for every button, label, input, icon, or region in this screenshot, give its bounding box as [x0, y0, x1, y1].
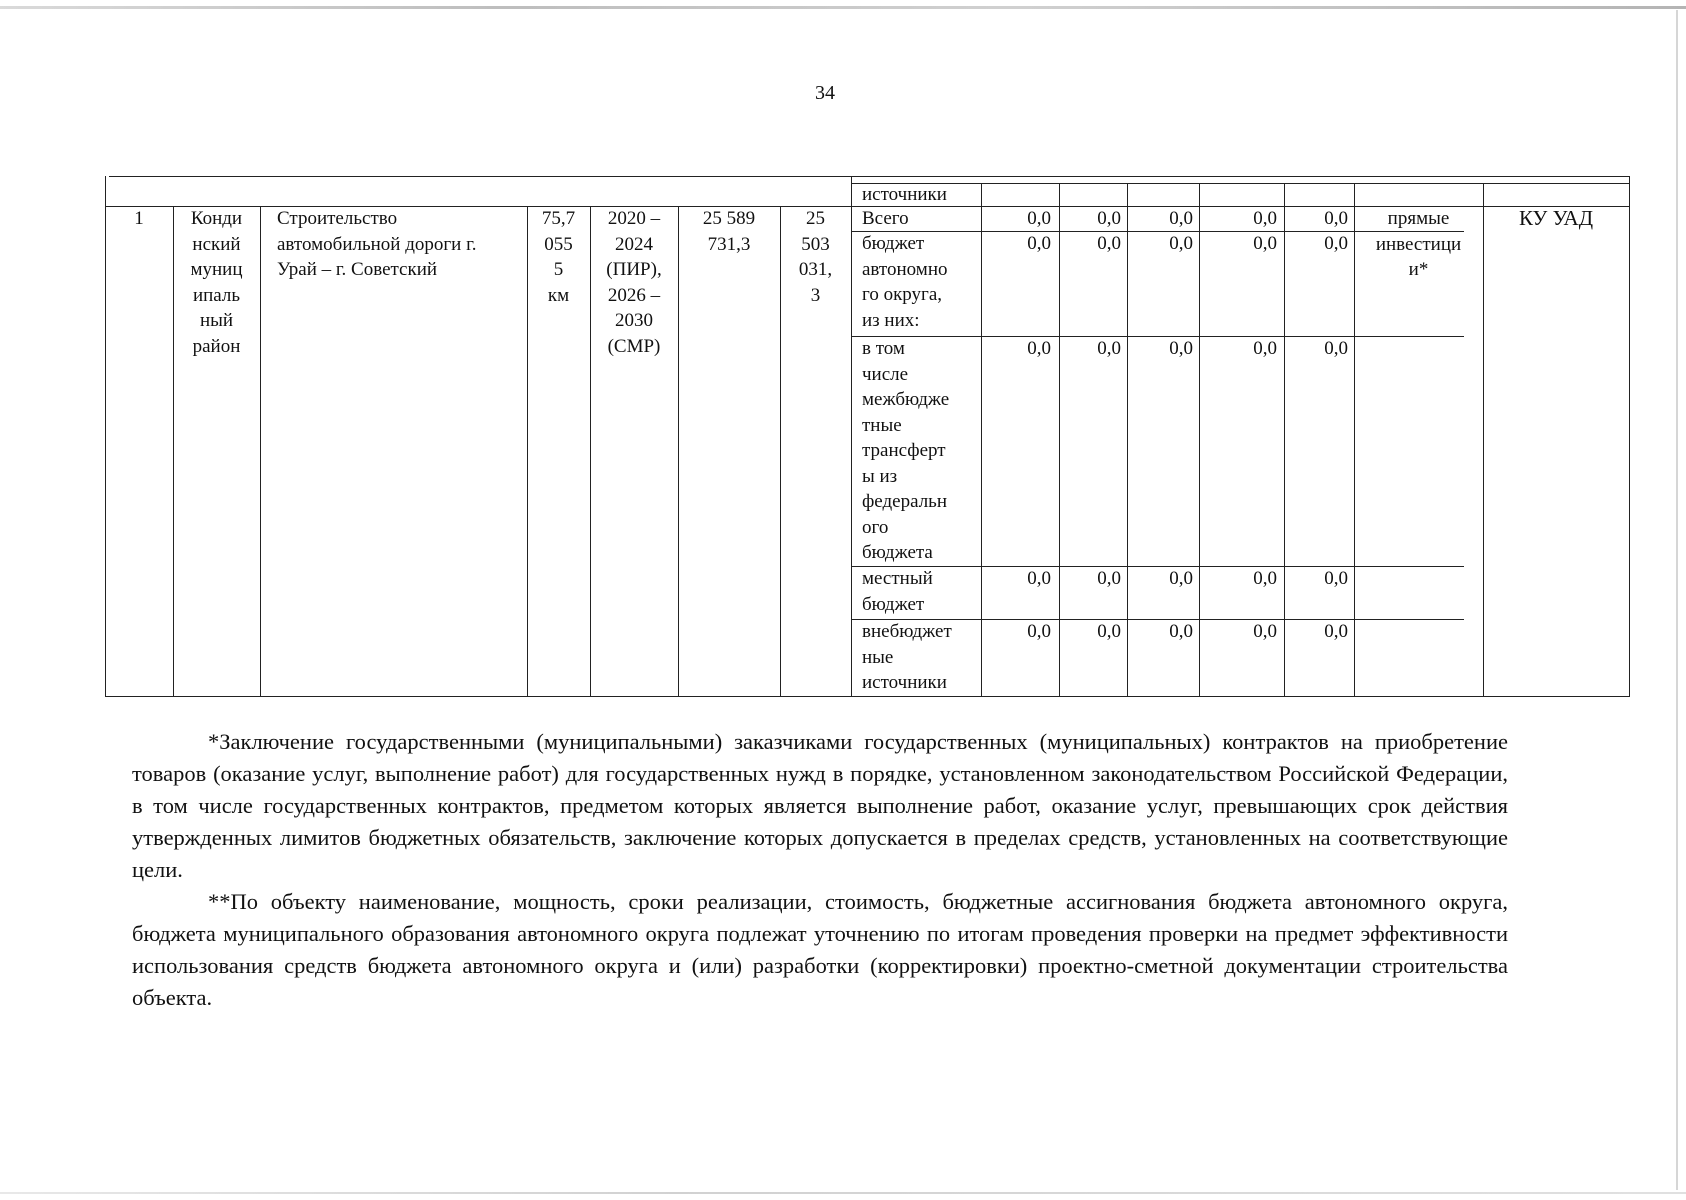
value-cell: 0,0: [1097, 568, 1121, 589]
value-cell: 0,0: [1324, 233, 1348, 254]
row-index: 1: [134, 208, 144, 229]
value-cell: 0,0: [1097, 233, 1121, 254]
source-label-top: источники: [862, 184, 947, 205]
value-cell: 0,0: [1169, 568, 1193, 589]
value-cell: 0,0: [1253, 621, 1277, 642]
value-cell: 0,0: [1253, 208, 1277, 229]
budget-table: [105, 176, 1630, 697]
value-cell: 0,0: [1324, 338, 1348, 359]
value-cell: 0,0: [1097, 208, 1121, 229]
value-cell: 0,0: [1169, 233, 1193, 254]
value-cell: 0,0: [1097, 338, 1121, 359]
value-cell: 0,0: [1324, 621, 1348, 642]
municipality-cell: Конди нский муниц ипаль ный район: [190, 208, 243, 357]
object-name-cell: Строительство автомобильной дороги г. Урай – г. Советский: [277, 208, 477, 280]
capacity-cell: 75,7 055 5 км: [541, 208, 576, 306]
source-total-label: Всего: [862, 208, 909, 229]
scan-artifact-bottom: [0, 1192, 1686, 1194]
cost-cell: 25 589 731,3: [702, 208, 756, 255]
value-cell: 0,0: [1253, 233, 1277, 254]
value-cell: 0,0: [1027, 233, 1051, 254]
mechanism-cell: прямые инвестици и*: [1375, 208, 1462, 280]
value-cell: 0,0: [1027, 568, 1051, 589]
value-cell: 0,0: [1324, 208, 1348, 229]
source-local-budget-label: местный бюджет: [862, 568, 933, 615]
remaining-cell: 25 503 031, 3: [798, 208, 833, 306]
period-cell: 2020 – 2024 (ПИР), 2026 – 2030 (СМР): [606, 208, 662, 357]
source-district-budget-label: бюджет автономно го округа, из них:: [862, 233, 948, 331]
source-extrabudget-label: внебюджет ные источники: [862, 621, 952, 693]
scan-artifact-top: [0, 6, 1686, 9]
scan-artifact-right: [1676, 10, 1678, 1190]
value-cell: 0,0: [1324, 568, 1348, 589]
value-cell: 0,0: [1253, 568, 1277, 589]
footnote-2: **По объекту наименование, мощность, сроки реализации, стоимость, бюджетные ассигнования бюджета автономного округа, бюджета муниципального образования автономного округа подлежат уточнению по итогам проведения проверки на предмет эффективности использования средств бюджета автономного округа и (или) разработки (корректировки) проектно-сметной документации строительства объекта.: [132, 889, 1508, 1010]
value-cell: 0,0: [1097, 621, 1121, 642]
value-cell: 0,0: [1169, 338, 1193, 359]
customer-cell: КУ УАД: [1518, 206, 1594, 230]
value-cell: 0,0: [1169, 208, 1193, 229]
footnotes: [132, 726, 1508, 1014]
footnote-1: *Заключение государственными (муниципальными) заказчиками государственных (муниципальных) контрактов на приобретение товаров (оказание услуг, выполнение работ) для государственных нужд в порядке, установленном законодательством Российской Федерации, в том числе государственных контрактов, предметом которых является выполнение работ, оказание услуг, превышающих срок действия утвержденных лимитов бюджетных обязательств, заключение которых допускается в пределах средств, установленных на соответствующие цели.: [132, 729, 1508, 882]
value-cell: 0,0: [1169, 621, 1193, 642]
value-cell: 0,0: [1027, 621, 1051, 642]
value-cell: 0,0: [1253, 338, 1277, 359]
source-transfers-label: в том числе межбюдже тные трансферт ы из федеральн ого бюджета: [862, 338, 950, 563]
page-number: 34: [815, 82, 835, 104]
value-cell: 0,0: [1027, 338, 1051, 359]
value-cell: 0,0: [1027, 208, 1051, 229]
